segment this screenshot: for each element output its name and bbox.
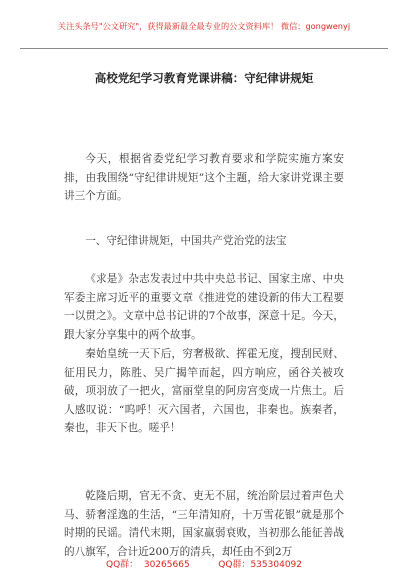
body-paragraph-2: 秦始皇统一天下后，穷奢极欲、挥霍无度，搜刮民财、征用民力，陈胜、吴广揭竿而起，四方响应，函谷关被攻破，项羽放了一把火，富丽堂皇的阿房宫变成一片焦土。后人感叹说：“呜呼！灭六国者，六国也，非秦也。族秦者，秦也，非天下也。嗟乎！ [64,348,344,434]
intro-paragraph: 今天，根据省委党纪学习教育要求和学院实施方案安排，由我围绕“守纪律讲规矩”这个主题，给大家讲党课主要讲三个方面。 [64,153,344,202]
body-paragraph-1: 《求是》杂志发表过中共中央总书记、国家主席、中央军委主席习近平的重要文章《推进党的建设新的伟大工程要一以贯之》。文章中总书记讲的7个故事，深意十足。今天，跟大家分享集中的两个故事。 [64,273,344,341]
header-notice: 关注头条号"公文研究"，获得最新最全最专业的公文资料库！ 微信：gongwenyj [57,21,351,31]
footer-contact: QQ群： 30265665 QQ群：535304092 [105,560,302,570]
body-paragraph-3: 乾隆后期，官无不贪、吏无不屈，统治阶层过着声色犬马、骄奢淫逸的生活，“三年清知府，十万雪花银”就是那个时期的民谣。清代末期，国家羸弱衰败，当初那么能征善战的八旗军，合计近200万的清兵，却任由不到2万 [64,490,344,558]
section-heading: 一、守纪律讲规矩，中国共产党治党的法宝 [85,235,287,247]
document-title: 高校党纪学习教育党课讲稿：守纪律讲规矩 [94,71,314,85]
page-header [20,0,388,49]
